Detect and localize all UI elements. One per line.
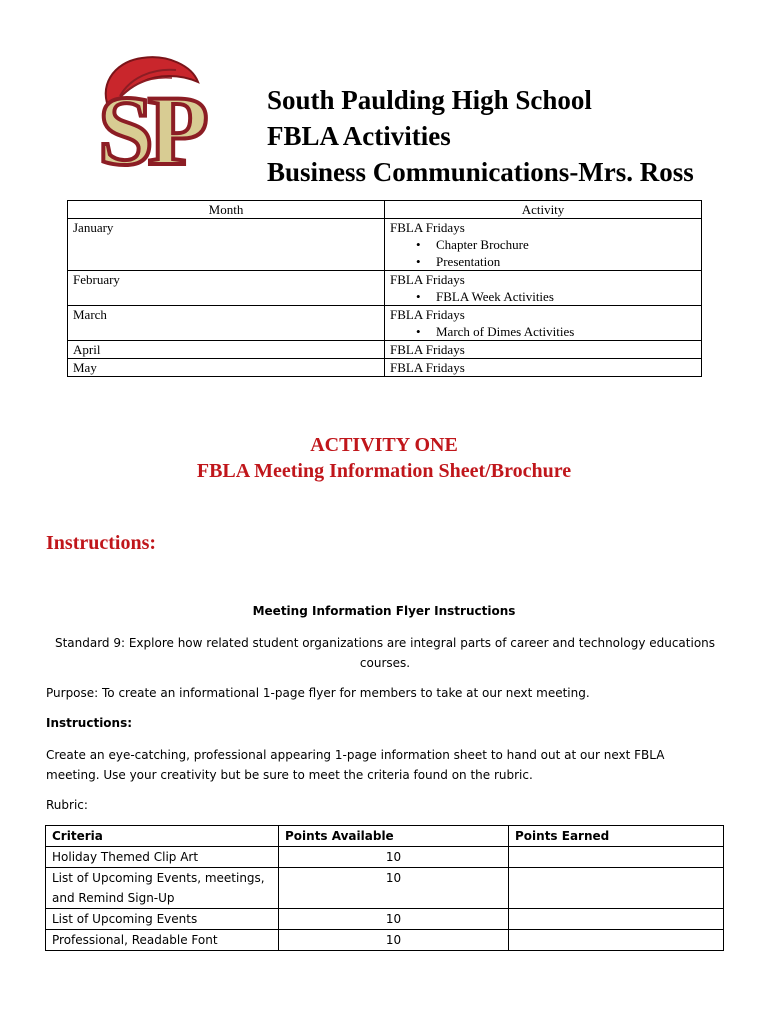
rubric-points: 10: [279, 847, 509, 868]
purpose-text: Purpose: To create an informational 1-page flyer for members to take at our next meeting.: [46, 686, 590, 700]
rubric-row: [46, 930, 724, 951]
rubric-earned: [509, 909, 724, 930]
schedule-activity: FBLA Fridays: [385, 341, 702, 359]
schedule-row: [68, 271, 702, 306]
schedule-month: March: [68, 306, 385, 341]
activity-subtitle: FBLA Meeting Information Sheet/Brochure: [196, 460, 572, 482]
schedule-activity: FBLA Fridays: [390, 307, 465, 322]
standard-text: Standard 9: Explore how related student organizations are integral parts of career and technology educations courses.: [54, 636, 716, 670]
schedule-bullet: • Chapter Brochure: [436, 236, 696, 253]
schedule-bullet: • Presentation: [436, 253, 696, 270]
rubric-earned: [509, 868, 724, 909]
rubric-earned: [509, 847, 724, 868]
instructions-text: Create an eye-catching, professional appearing 1-page information sheet to hand out at our next FBLA meeting. Use your creativity but be sure to meet the criteria found on the rubric.: [46, 748, 665, 782]
rubric-criteria: Professional, Readable Font: [46, 930, 279, 951]
school-name: South Paulding High School: [267, 85, 592, 115]
schedule-activity-cell: [385, 219, 702, 271]
rubric-points: 10: [279, 930, 509, 951]
activity-title: ACTIVITY ONE: [310, 434, 458, 456]
schedule-row: [68, 359, 702, 377]
schedule-bullet: • March of Dimes Activities: [436, 323, 696, 340]
rubric-header-points-earned: Points Earned: [509, 826, 724, 847]
rubric-row: [46, 868, 724, 909]
schedule-activity: FBLA Fridays: [390, 272, 465, 287]
course-title: Business Communications-Mrs. Ross: [267, 157, 694, 187]
schedule-header-row: [68, 201, 702, 219]
schedule-activity-cell: [385, 306, 702, 341]
rubric-criteria: Holiday Themed Clip Art: [46, 847, 279, 868]
rubric-points: 10: [279, 909, 509, 930]
page-subtitle: FBLA Activities: [267, 121, 451, 151]
rubric-earned: [509, 930, 724, 951]
rubric-row: [46, 847, 724, 868]
schedule-month: February: [68, 271, 385, 306]
rubric-header-criteria: Criteria: [46, 826, 279, 847]
schedule-bullet-list: [390, 323, 696, 340]
schedule-month: January: [68, 219, 385, 271]
rubric-header-row: [46, 826, 724, 847]
schedule-bullet: • FBLA Week Activities: [436, 288, 696, 305]
rubric-label: Rubric:: [46, 798, 88, 812]
rubric-criteria: List of Upcoming Events, meetings, and Remind Sign-Up: [46, 868, 279, 909]
schedule-row: [68, 306, 702, 341]
rubric-table: [45, 825, 724, 951]
instructions-label: Instructions:: [46, 716, 133, 730]
schedule-bullet-list: [390, 236, 696, 270]
schedule-header-month: Month: [68, 201, 385, 219]
schedule-month: May: [68, 359, 385, 377]
instructions-heading: Instructions:: [46, 532, 157, 554]
rubric-points: 10: [279, 868, 509, 909]
schedule-row: [68, 341, 702, 359]
schedule-row: [68, 219, 702, 271]
schedule-month: April: [68, 341, 385, 359]
schedule-activity: FBLA Fridays: [385, 359, 702, 377]
rubric-row: [46, 909, 724, 930]
schedule-activity: FBLA Fridays: [390, 220, 465, 235]
logo-letters: SP: [98, 75, 203, 178]
schedule-header-activity: Activity: [385, 201, 702, 219]
schedule-table: [67, 200, 702, 377]
header-titles: [267, 82, 694, 190]
sp-spartan-logo: [80, 52, 258, 178]
rubric-criteria: List of Upcoming Events: [46, 909, 279, 930]
flyer-title: Meeting Information Flyer Instructions: [252, 604, 516, 618]
schedule-activity-cell: [385, 271, 702, 306]
schedule-bullet-list: [390, 288, 696, 305]
rubric-header-points-available: Points Available: [279, 826, 509, 847]
